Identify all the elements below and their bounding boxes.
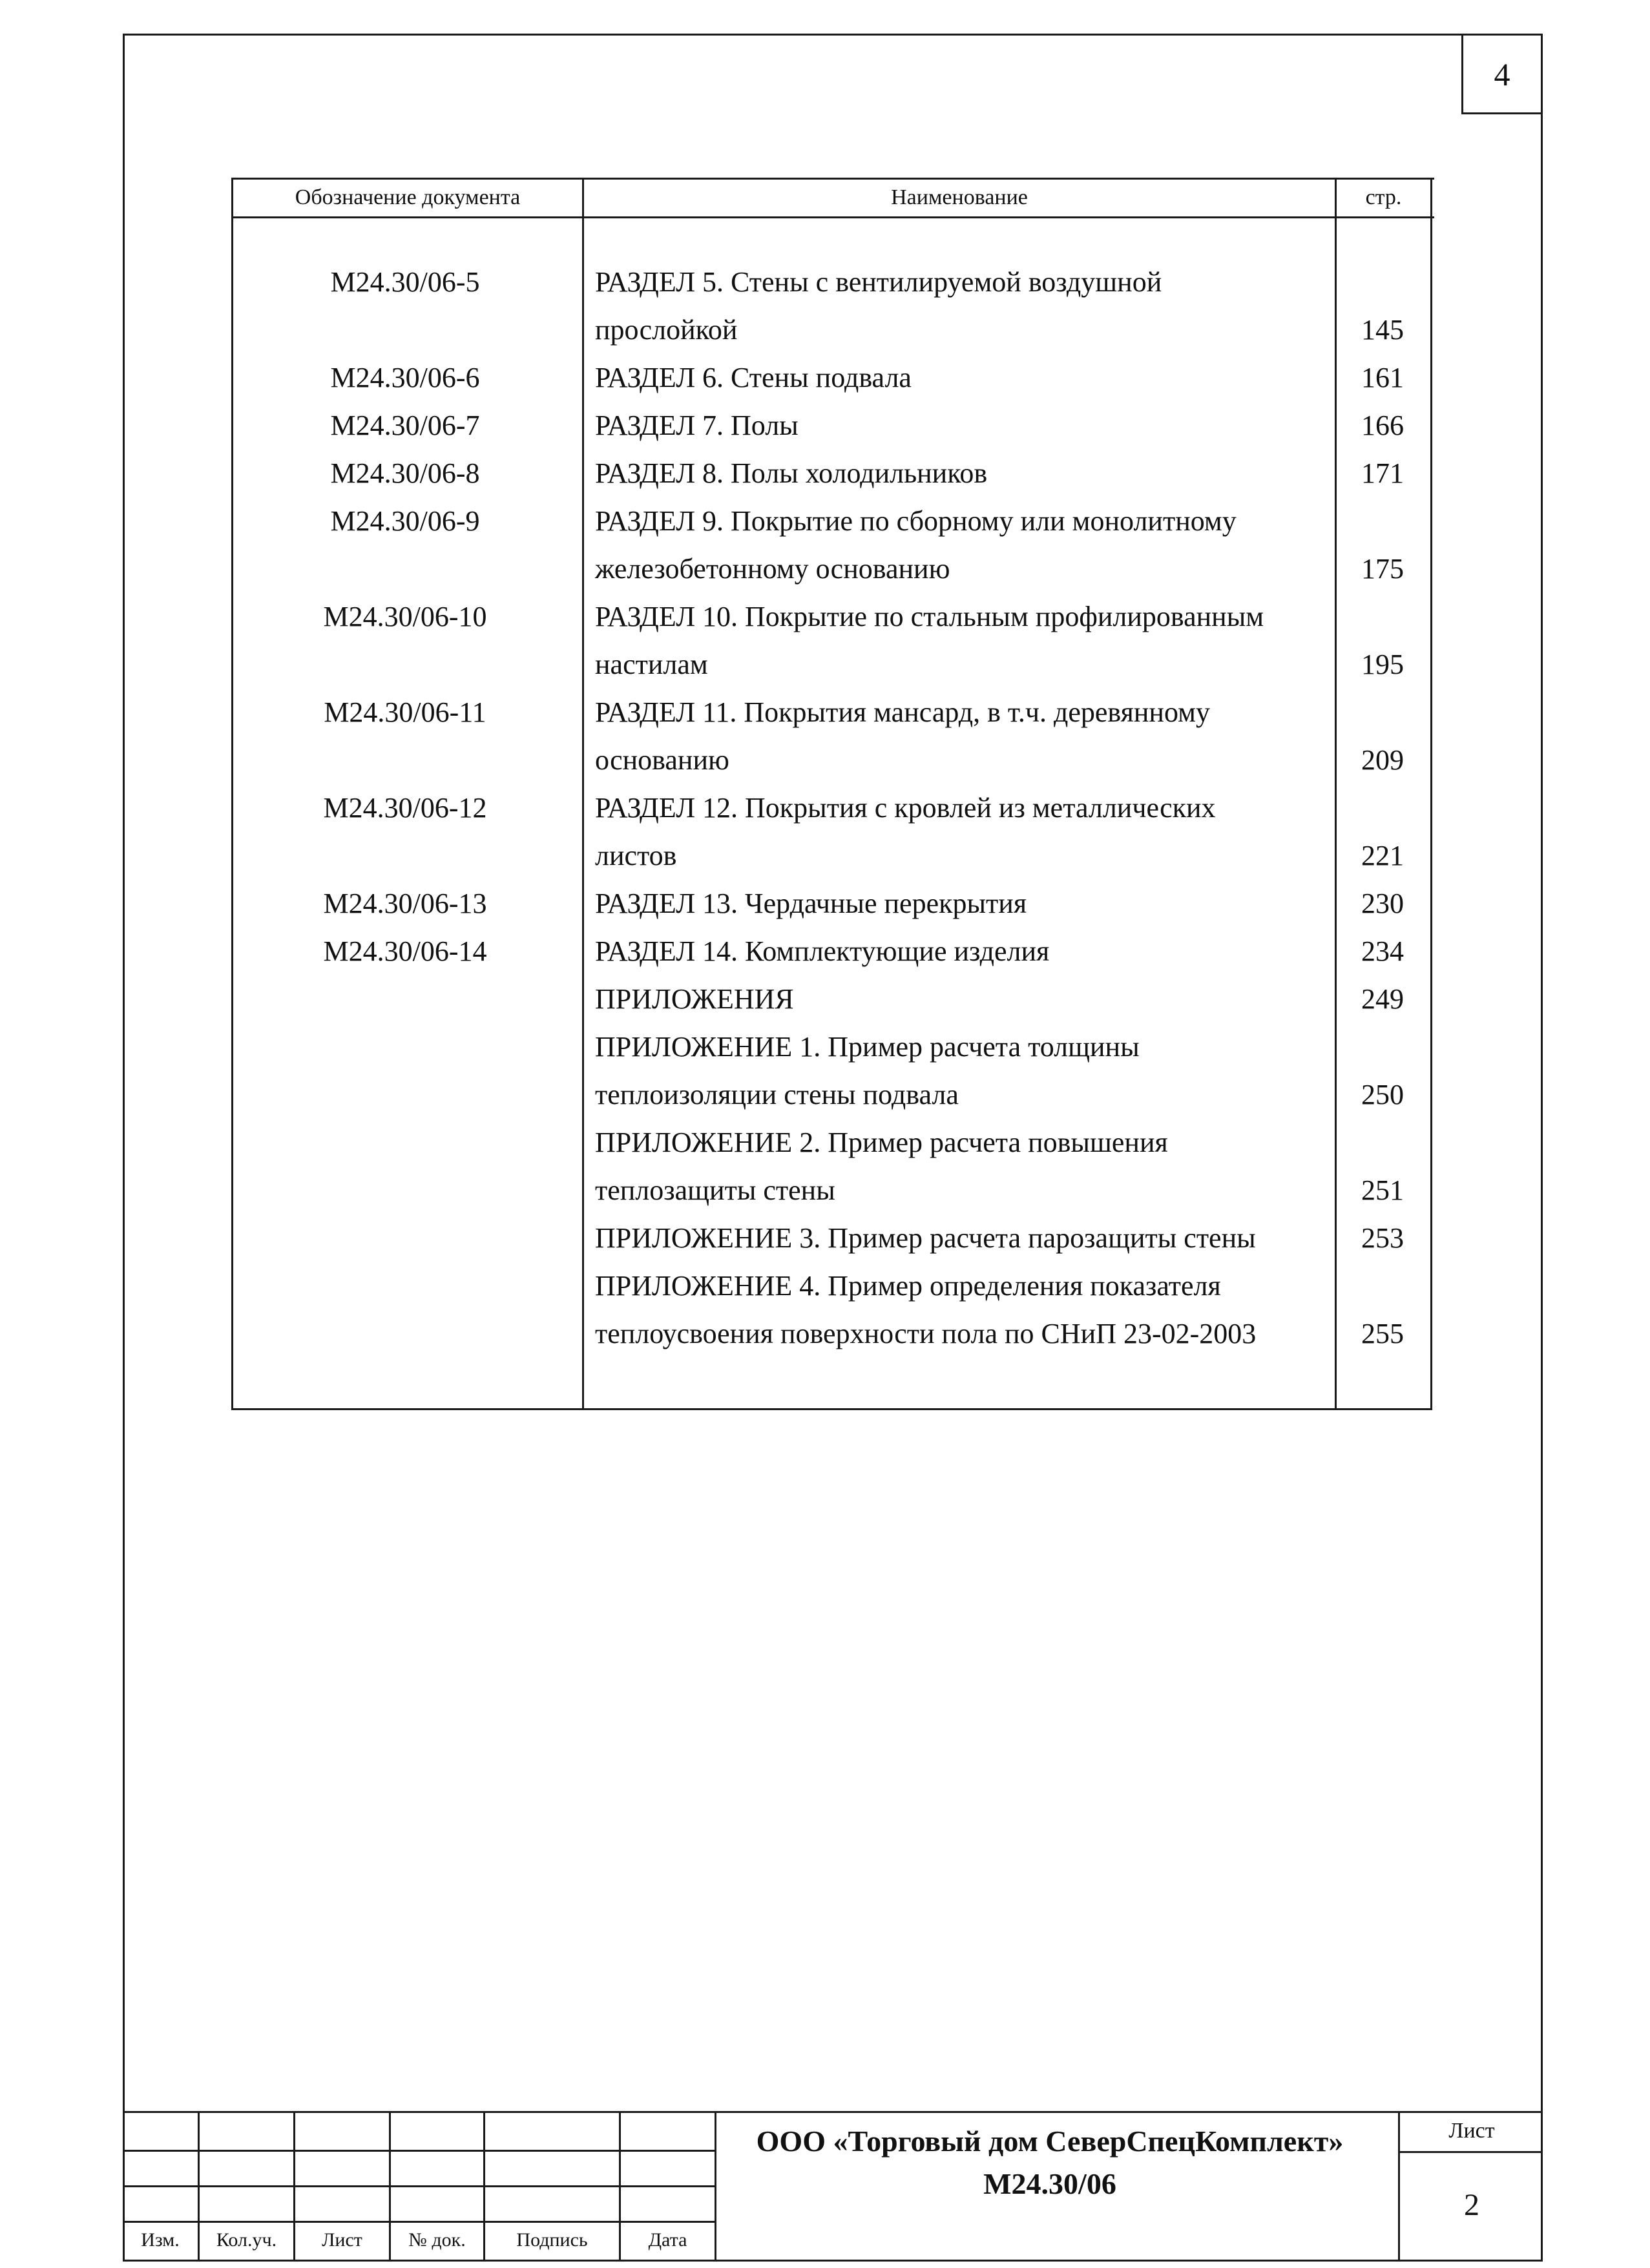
row-designation: М24.30/06-7 xyxy=(330,410,480,441)
row-designation: М24.30/06-6 xyxy=(330,362,480,393)
header-page: стр. xyxy=(1365,185,1402,209)
row-title: РАЗДЕЛ 13. Чердачные перекрытия xyxy=(595,888,1027,919)
row-page: 253 xyxy=(1361,1222,1404,1254)
row-page xyxy=(1337,1119,1428,1167)
document-code: М24.30/06 xyxy=(983,2167,1116,2200)
row-designation: М24.30/06-13 xyxy=(323,888,487,919)
row-title: листов xyxy=(595,840,677,871)
tb-label-doc-no: № док. xyxy=(408,2229,466,2251)
row-title: РАЗДЕЛ 14. Комплектующие изделия xyxy=(595,935,1050,967)
organization-name: ООО «Торговый дом СеверСпецКомплект» xyxy=(756,2125,1344,2158)
row-designation xyxy=(231,1262,579,1310)
row-title: ПРИЛОЖЕНИЕ 4. Пример определения показателя xyxy=(595,1270,1221,1302)
row-page xyxy=(1337,1262,1428,1310)
row-title: теплоизоляции стены подвала xyxy=(595,1079,959,1110)
row-title: ПРИЛОЖЕНИЕ 2. Пример расчета повышения xyxy=(595,1127,1168,1158)
row-page: 145 xyxy=(1361,314,1404,346)
row-title: РАЗДЕЛ 10. Покрытие по стальным профилированным xyxy=(595,601,1264,632)
row-designation xyxy=(231,545,579,593)
tb-label-date: Дата xyxy=(648,2229,687,2251)
row-page: 251 xyxy=(1361,1174,1404,1206)
row-designation xyxy=(231,306,579,354)
row-page: 221 xyxy=(1361,840,1404,871)
sheet-number: 2 xyxy=(1464,2187,1479,2222)
row-title: теплоусвоения поверхности пола по СНиП 23-02-2003 xyxy=(595,1318,1257,1349)
row-designation xyxy=(231,1310,579,1358)
row-title: ПРИЛОЖЕНИЕ 3. Пример расчета парозащиты стены xyxy=(595,1222,1256,1254)
sheet-label: Лист xyxy=(1448,2119,1495,2143)
row-page: 255 xyxy=(1361,1318,1404,1349)
row-designation: М24.30/06-10 xyxy=(323,601,487,632)
row-title: теплозащиты стены xyxy=(595,1174,835,1206)
row-page: 234 xyxy=(1361,935,1404,967)
tb-label-kol-uch: Кол.уч. xyxy=(216,2229,277,2251)
row-page: 171 xyxy=(1361,457,1404,489)
row-designation xyxy=(231,975,579,1023)
row-title: ПРИЛОЖЕНИЕ 1. Пример расчета толщины xyxy=(595,1031,1140,1063)
row-page: 230 xyxy=(1361,888,1404,919)
row-designation: М24.30/06-8 xyxy=(330,457,480,489)
row-page xyxy=(1337,1023,1428,1071)
row-title: РАЗДЕЛ 8. Полы холодильников xyxy=(595,457,988,489)
row-page xyxy=(1337,689,1428,736)
row-designation: М24.30/06-11 xyxy=(324,696,486,728)
row-page: 161 xyxy=(1361,362,1404,393)
row-title: РАЗДЕЛ 6. Стены подвала xyxy=(595,362,912,393)
row-page xyxy=(1337,258,1428,306)
organization-block xyxy=(717,2120,1383,2205)
row-page xyxy=(1337,497,1428,545)
page-number: 4 xyxy=(1461,34,1543,114)
row-page: 175 xyxy=(1361,553,1404,585)
row-page xyxy=(1337,784,1428,832)
row-page: 166 xyxy=(1361,410,1404,441)
row-title: РАЗДЕЛ 7. Полы xyxy=(595,410,799,441)
row-designation: М24.30/06-14 xyxy=(323,935,487,967)
tb-label-izm: Изм. xyxy=(141,2229,180,2251)
row-designation: М24.30/06-9 xyxy=(330,505,480,537)
row-title: РАЗДЕЛ 12. Покрытия с кровлей из металлических xyxy=(595,792,1216,824)
row-page: 250 xyxy=(1361,1079,1404,1110)
row-title: РАЗДЕЛ 5. Стены с вентилируемой воздушной xyxy=(595,266,1162,298)
row-page: 209 xyxy=(1361,744,1404,776)
row-page: 195 xyxy=(1361,649,1404,680)
row-title: железобетонному основанию xyxy=(595,553,950,585)
row-designation xyxy=(231,1071,579,1119)
row-title: ПРИЛОЖЕНИЯ xyxy=(595,983,794,1015)
row-title: РАЗДЕЛ 9. Покрытие по сборному или монолитному xyxy=(595,505,1237,537)
row-title: РАЗДЕЛ 11. Покрытия мансард, в т.ч. деревянному xyxy=(595,696,1210,728)
row-designation xyxy=(231,641,579,689)
row-designation xyxy=(231,1023,579,1071)
row-designation xyxy=(231,832,579,880)
row-page: 249 xyxy=(1361,983,1404,1015)
row-title: основанию xyxy=(595,744,729,776)
row-designation: М24.30/06-12 xyxy=(323,792,487,824)
row-designation xyxy=(231,1214,579,1262)
tb-label-signature: Подпись xyxy=(516,2229,588,2251)
row-title: настилам xyxy=(595,649,708,680)
row-designation xyxy=(231,1167,579,1214)
header-name: Наименование xyxy=(891,185,1028,209)
tb-label-list: Лист xyxy=(322,2229,362,2251)
row-title: прослойкой xyxy=(595,314,738,346)
row-designation xyxy=(231,736,579,784)
header-designation: Обозначение документа xyxy=(295,185,521,209)
row-designation: М24.30/06-5 xyxy=(330,266,480,298)
row-page xyxy=(1337,593,1428,641)
row-designation xyxy=(231,1119,579,1167)
